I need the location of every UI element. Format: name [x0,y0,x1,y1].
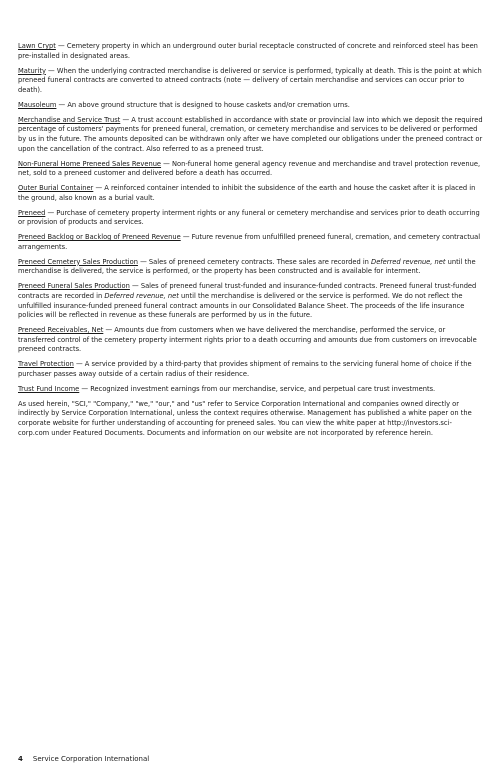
glossary-entry-merchandise-trust [18,116,483,154]
glossary-definition: — Sales of preneed cemetery contracts. These sales are recorded in [137,257,372,266]
glossary-term: Preneed Backlog or Backlog of Preneed Revenue [18,233,181,242]
glossary-term: Lawn Crypt [18,42,56,50]
glossary-term: Outer Burial Container [18,184,94,193]
glossary-entry-preneed-funeral-sales [18,282,483,320]
glossary-term: Preneed Receivables, Net [18,326,104,335]
glossary-term: Mausoleum [18,100,57,109]
glossary-entry-maturity [18,67,483,96]
glossary-entry-lawn-crypt [18,42,483,61]
glossary-section [18,42,483,444]
glossary-term: Trust Fund Income [18,384,80,393]
glossary-definition: — When the underlying contracted merchandise is delivered or service is performed, typically at death. This is the point at which preneed funeral contracts are converted to atneed contracts (note — delivery of certain merchandise and services can occur prior to death). [18,66,482,94]
page-footer [18,755,149,764]
glossary-definition: — An above ground structure that is designed to house caskets and/or cremation urns. [56,100,350,109]
glossary-definition: — Cemetery property in which an underground outer burial receptacle constructed of concrete and reinforced steel has been pre-installed in designated areas. [18,42,478,60]
glossary-term: Maturity [18,66,46,75]
glossary-italic-term: Deferred revenue, net [104,291,179,300]
glossary-entry-preneed-receivables [18,326,483,355]
footer-company-name: Service Corporation International [32,755,150,763]
glossary-entry-mausoleum [18,101,483,111]
glossary-italic-term: Deferred revenue, net [371,257,446,266]
glossary-term: Preneed Cemetery Sales Production [18,257,138,266]
glossary-entry-non-funeral-home-revenue [18,160,483,179]
page-number: 4 [18,755,23,763]
glossary-term: Merchandise and Service Trust [18,115,121,124]
glossary-definition: — A reinforced container intended to inhibit the subsidence of the earth and house the casket after it is placed in the ground, also known as a burial vault. [18,184,476,202]
glossary-definition: — A service provided by a third-party that provides shipment of remains to the servicing funeral home of choice if the purchaser passes away outside of a certain radius of their residence. [18,360,472,378]
glossary-definition: — Sales of preneed funeral trust-funded and insurance-funded contracts. Preneed funeral trust-funded contracts are recorded in [18,282,477,300]
glossary-term: Travel Protection [18,360,74,369]
closing-paragraph: As used herein, "SCI," "Company," "we," "our," and "us" refer to Service Corporation International and companies owned directly or indirectly by Service Corporation International, unless the context requires otherwise. Management has published a white paper on the corporate website for further understanding of accounting for preneed sales. You can view the white paper at http://investors.sci-corp.com under Featured Documents. Documents and information on our website are not incorporated by reference herein. [18,399,472,437]
glossary-entry-outer-burial-container [18,184,483,203]
glossary-definition-continued: until the merchandise is delivered, the service is performed, or the property has been constructed and is available for interment. [18,257,476,276]
glossary-entry-trust-fund-income [18,385,483,395]
glossary-term: Non-Funeral Home Preneed Sales Revenue [18,159,162,168]
glossary-definition: — Amounts due from customers when we have delivered the merchandise, performed the service, or transferred control of the cemetery property interment rights prior to a death occurring and amounts due from customers on irrevocable preneed contracts. [18,326,477,354]
glossary-definition: — Recognized investment earnings from our merchandise, service, and perpetual care trust investments. [79,384,436,393]
glossary-definition: — Non-funeral home general agency revenue and merchandise and travel protection revenue, net, sold to a preneed customer and delivered before a death has occurred. [18,159,481,178]
glossary-definition: — Purchase of cemetery property interment rights or any funeral or cemetery merchandise and services prior to death occurring or provision of products and services. [18,208,480,227]
glossary-entry-preneed [18,209,483,228]
glossary-entry-preneed-backlog [18,233,483,252]
glossary-entry-travel-protection [18,360,483,379]
glossary-term: Preneed [18,208,46,217]
glossary-entry-preneed-cemetery-sales [18,258,483,277]
glossary-definition: — Future revenue from unfulfilled preneed funeral, cremation, and cemetery contractual arrangements. [18,233,481,251]
glossary-definition: — A trust account established in accordance with state or provincial law into which we deposit the required percentage of customers' payments for preneed funeral, cremation, or cemetery merchandise and services to be delivered or performed by us in the future. The amounts deposited can be withdrawn only after we have completed our obligations under the preneed contract or upon the cancellation of the contract. Also referred to as a preneed trust. [18,115,483,153]
glossary-definition-continued: until the merchandise is delivered or the service is performed. We do not reflect the unfulfilled insurance-funded preneed funeral contract amounts in our Consolidated Balance Sheet. The proceeds of the life insurance policies will be reflected in revenue as these funerals are performed by us in the future. [18,291,465,320]
glossary-term: Preneed Funeral Sales Production [18,282,130,291]
